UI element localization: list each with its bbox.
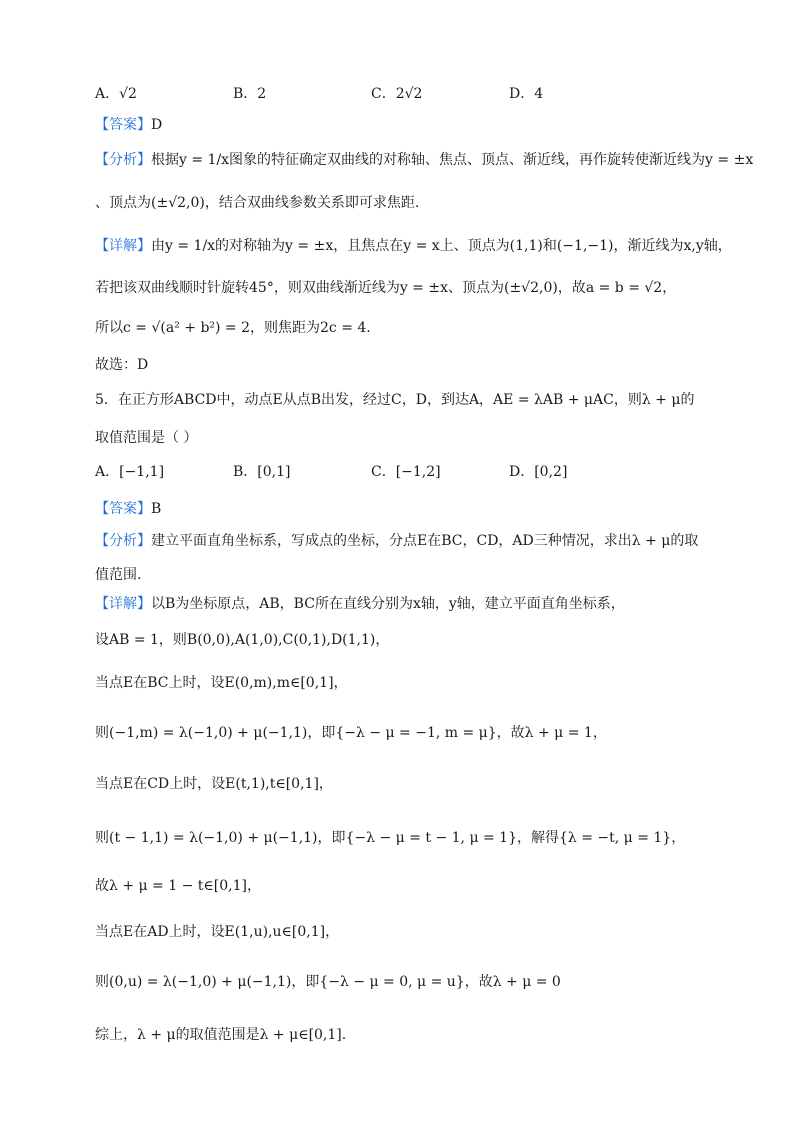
q5-detail-line: 则(−1,m) = λ(−1,0) + μ(−1,1)，即{−λ − μ = −1, m = μ}，故λ + μ = 1， <box>95 725 607 741</box>
q5-detail-line: 当点E在AD上时，设E(1,u),u∈[0,1]， <box>95 924 340 940</box>
answer-value: B <box>151 501 162 517</box>
q5-answer <box>95 499 161 519</box>
q4-analysis-line-2: 、顶点为(±√2,0)，结合双曲线参数关系即可求焦距. <box>95 195 420 211</box>
answer-tag: 【答案】 <box>95 501 151 517</box>
analysis-tag: 【分析】 <box>95 152 151 168</box>
q5-detail-line: 故λ + μ = 1 − t∈[0,1]， <box>95 878 261 894</box>
q4-option-a: A．√2 <box>95 86 137 102</box>
q4-analysis-line-1 <box>95 150 753 170</box>
q5-detail-line: 则(t − 1,1) = λ(−1,0) + μ(−1,1)，即{−λ − μ = t − 1, μ = 1}，解得{λ = −t, μ = 1}， <box>95 830 686 846</box>
analysis-tag: 【分析】 <box>95 533 151 549</box>
q4-option-d: D．4 <box>509 86 544 102</box>
answer-tag: 【答案】 <box>95 117 151 133</box>
q5-detail-line: 当点E在CD上时，设E(t,1),t∈[0,1]， <box>95 776 333 792</box>
q5-analysis-line-1 <box>95 531 698 551</box>
q5-option-c: C．[−1,2] <box>371 464 441 480</box>
q4-choose: 故选：D <box>95 357 149 373</box>
q5-option-b: B．[0,1] <box>233 464 291 480</box>
q4-detail-line-3: 所以c = √(a² + b²) = 2，则焦距为2c = 4. <box>95 320 371 336</box>
detail-text: 以B为坐标原点，AB，BC所在直线分别为x轴，y轴，建立平面直角坐标系， <box>151 596 625 612</box>
q5-detail-line-1 <box>95 594 625 614</box>
analysis-text: 根据y = 1/x图象的特征确定双曲线的对称轴、焦点、顶点、渐近线，再作旋转使渐近线为y = ±x <box>151 152 754 168</box>
q5-option-a: A．[−1,1] <box>95 464 165 480</box>
detail-tag: 【详解】 <box>95 596 151 612</box>
q5-analysis-line-2: 值范围. <box>95 567 142 583</box>
q5-stem-line-2: 取值范围是（ ） <box>95 430 198 446</box>
q4-answer <box>95 115 162 135</box>
answer-value: D <box>151 117 163 133</box>
q4-detail-line-1 <box>95 236 732 256</box>
q5-detail-line: 则(0,u) = λ(−1,0) + μ(−1,1)，即{−λ − μ = 0, μ = u}，故λ + μ = 0 <box>95 974 561 990</box>
detail-tag: 【详解】 <box>95 238 151 254</box>
q5-stem-line-1: 5．在正方形ABCD中，动点E从点B出发，经过C，D，到达A，AE = λAB + μAC，则λ + μ的 <box>95 392 695 408</box>
detail-text: 由y = 1/x的对称轴为y = ±x，且焦点在y = x上、顶点为(1,1)和(−1,−1)，渐近线为x,y轴， <box>151 238 732 254</box>
q5-detail-line: 当点E在BC上时，设E(0,m),m∈[0,1]， <box>95 675 348 691</box>
q5-detail-line: 设AB = 1，则B(0,0),A(1,0),C(0,1),D(1,1)， <box>95 632 390 648</box>
analysis-text: 建立平面直角坐标系，写成点的坐标，分点E在BC，CD，AD三种情况，求出λ + μ的取 <box>151 533 699 549</box>
q4-option-c: C．2√2 <box>371 86 423 102</box>
q4-detail-line-2: 若把该双曲线顺时针旋转45°，则双曲线渐近线为y = ±x、顶点为(±√2,0)，故a = b = √2， <box>95 280 677 296</box>
q5-option-d: D．[0,2] <box>509 464 568 480</box>
q4-option-b: B．2 <box>233 86 267 102</box>
q5-summary: 综上，λ + μ的取值范围是λ + μ∈[0,1]. <box>95 1027 347 1043</box>
